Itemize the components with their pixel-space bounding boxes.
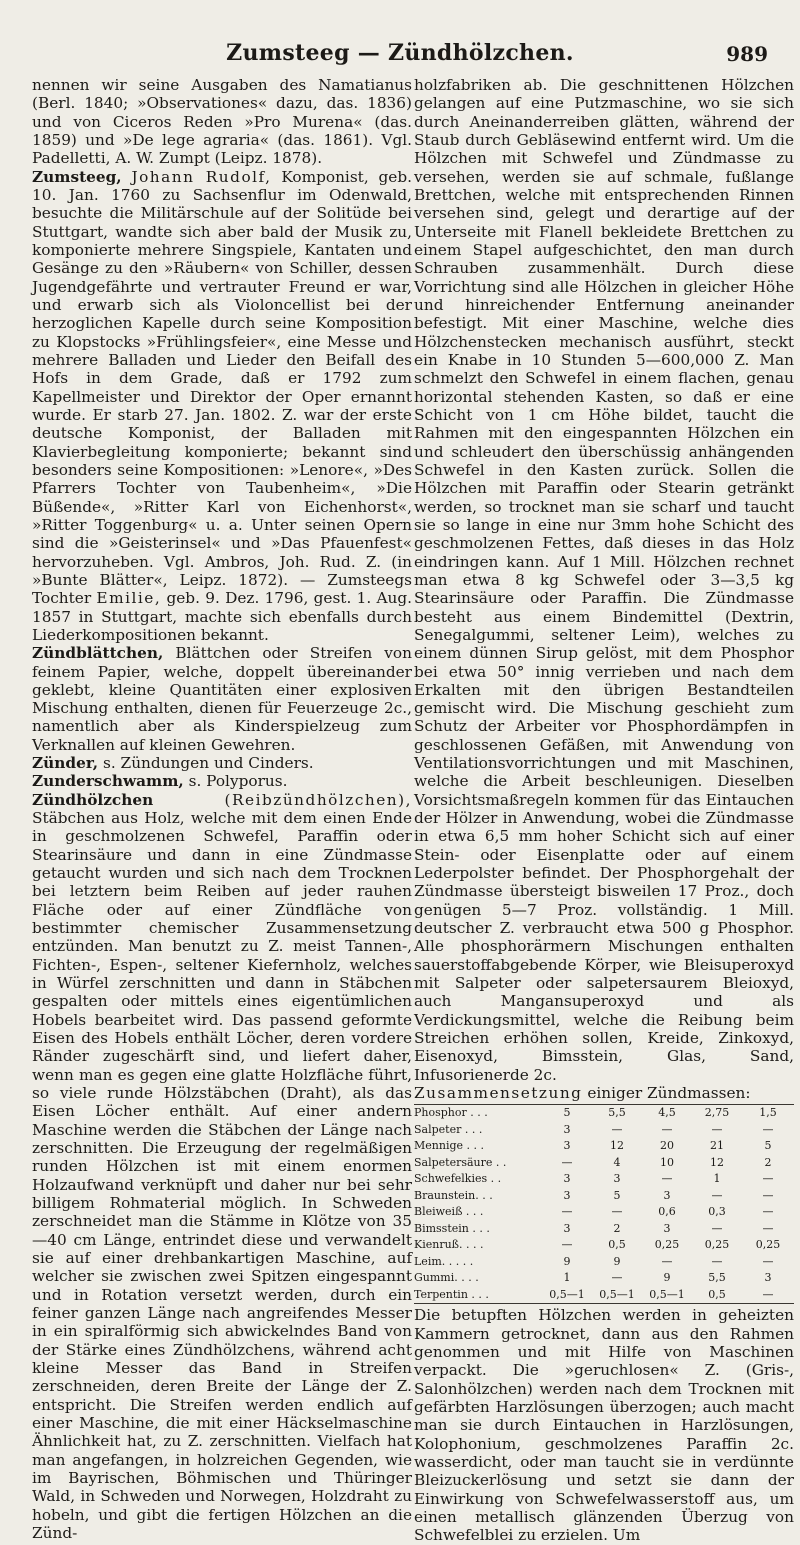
table-cell: — [762,1205,774,1219]
table-cell: — [611,1122,623,1136]
table-cell: — [661,1254,673,1268]
ingredient-name: Salpeter . . . [414,1122,483,1136]
table-row [414,1237,794,1254]
table-cell: 3 [563,1122,571,1136]
lemma-zuendblaettchen: Zündblättchen, [32,644,164,663]
synonym: (Reibzündhölzchen), [224,790,412,809]
table-cell: 3 [563,1188,571,1202]
table-cell: 3 [563,1221,571,1235]
entry-zuendblaettchen [32,644,412,754]
left-column [32,76,412,1542]
table-cell: 0,5 [608,1238,626,1252]
ingredient-name: Bimsstein . . . [414,1221,490,1235]
table-row [414,1188,794,1205]
ingredient-name: Salpetersäure . . [414,1155,507,1169]
table-cell: 3 [663,1221,671,1235]
table-cell: 9 [613,1254,621,1268]
table-cell: — [611,1205,623,1219]
table-cell: 5 [542,1105,592,1122]
entry-text-emilie: geb. 9. Dez. 1796, gest. 1. Aug. 1857 in Stuttgart, machte sich ebenfalls durch Liederkompositionen bekannt. [32,589,412,644]
entry-text: Komponist, geb. 10. Jan. 1760 zu Sachsenflur im Odenwald, besuchte die Militärschule auf der Solitüde bei Stuttgart, wandte sich aber bald der Musik zu, komponierte mehrere Singspiele, Kantaten und Gesänge zu den »Räubern« von Schiller, dessen Jugendgefährte und vertrauter Freund er war, und erwarb sich als Violoncellist bei der herzoglichen Kapelle durch seine Komposition zu Klopstocks »Frühlingsfeier«, eine Messe und mehrere Balladen und Lieder den Beifall des Hofs in dem Grade, daß er 1792 zum Kapellmeister und Direktor der Oper ernannt wurde. Er starb 27. Jan. 1802. Z. war der erste deutsche Komponist, der Balladen mit Klavierbegleitung komponierte; bekannt sind besonders seine Kompositionen: »Lenore«, »Des Pfarrers Tochter von Taubenheim«, »Die Büßende«, »Ritter Karl von Eichenhorst«, »Ritter Toggenburg« u. a. Unter seinen Opern sind die »Geisterinsel« und »Das Pfauenfest« hervorzuheben. Vgl. Ambros, Joh. Rud. Z. (in »Bunte Blätter«, Leipz. 1872). — Zumsteegs Tochter [32,167,412,608]
person-name-emilie: Emilie, [96,589,162,608]
table-cell: 3 [613,1172,621,1186]
page-number: 989 [726,42,768,66]
table-cell: — [711,1221,723,1235]
table-cell: — [711,1254,723,1268]
table-cell: — [762,1221,774,1235]
ingredient-name: Bleiweiß . . . [414,1205,484,1219]
table-cell: — [561,1205,573,1219]
table-cell: 1,5 [742,1105,794,1122]
table-row [414,1204,794,1221]
table-cell: — [611,1271,623,1285]
table-cell: 0,6 [658,1205,676,1219]
table-row [414,1221,794,1238]
lemma-zuender: Zünder, [32,754,99,773]
ingredient-name: Gummi. . . . [414,1271,479,1285]
table-cell: 0,5—1 [592,1287,642,1304]
table-row [414,1138,794,1155]
table-cell: 9 [563,1254,571,1268]
table-cell: 12 [610,1139,624,1153]
table-cell: 5,5 [708,1271,726,1285]
table-cell: 0,25 [704,1238,730,1252]
table-cell: 3 [764,1271,772,1285]
table-cell: — [561,1238,573,1252]
ingredient-name: Schwefelkies . . [414,1172,502,1186]
entry-zumsteeg [32,168,412,645]
lemma-zumsteeg: Zumsteeg, [32,167,122,186]
zumpt-entry-end: nennen wir seine Ausgaben des Namatianus (Berl. 1840; »Observationes« dazu, das. 1836) und von Ciceros Reden »Pro Murena« (das. 1859) und »De lege agraria« (das. 1861). Vgl. Padelletti, A. W. Zumpt (Leipz. 1878). [32,76,412,168]
table-cell: 3 [563,1172,571,1186]
table-row [414,1254,794,1271]
zuendhoelzchen-after-table: Die betupften Hölzchen werden in geheizten Kammern getrocknet, dann aus den Rahmen genommen und mit Hilfe von Maschinen verpackt. Die »geruchlosen« Z. (Gris-, Salonhölzchen) werden nach dem Trocknen mit gefärbten Harzlösungen überzogen; auch macht man sie durch Eintauchen in Harzlösungen, Kolophonium, geschmolzenes Paraffin 2c. wasserdicht, oder man taucht sie in verdünnte Bleizuckerlösung und setzt sie dann der Einwirkung von Schwefelwasserstoff aus, um einen metallisch glänzenden Überzug von Schwefelblei zu erzielen. Um [414,1306,794,1545]
lemma-zuendhoelzchen: Zündhölzchen [32,790,154,809]
right-column [414,76,794,1545]
table-cell: 0,5 [692,1287,742,1304]
zuendhoelzchen-continued: holzfabriken ab. Die geschnittenen Hölzchen gelangen auf eine Putzmaschine, wo sie sich durch Aneinanderreiben glätten, während der Staub durch Gebläsewind entfernt wird. Um die Hölzchen mit Schwefel und Zündmasse zu versehen, werden sie auf schmale, fußlange Brettchen, welche mit entsprechenden Rinnen versehen sind, gelegt und derartige auf der Unterseite mit Flanell bekleidete Brettchen zu einem Stapel aufgeschichtet, den man durch Schrauben zusammenhält. Durch diese Vorrichtung sind alle Hölzchen in gleicher Höhe und hinreichender Entfernung aneinander befestigt. Mit einer Maschine, welche dies Hölzchenstecken mechanisch ausführt, steckt ein Knabe in 10 Stunden 5—600,000 Z. Man schmelzt den Schwefel in einem flachen, genau horizontal stehenden Kasten, so daß er eine Schicht von 1 cm Höhe bildet, taucht die Rahmen mit den eingespannten Hölzchen ein und schleudert den überschüssig anhängenden Schwefel in den Kasten zurück. Sollen die Hölzchen mit Paraffin oder Stearin getränkt werden, so trocknet man sie scharf und taucht sie so lange in eine nur 3mm hohe Schicht des geschmolzenen Fettes, daß dieses in das Holz eindringen kann. Auf 1 Mill. Hölzchen rechnet man etwa 8 kg Schwefel oder 3—3,5 kg Stearinsäure oder Paraffin. Die Zündmasse besteht aus einem Bindemittel (Dextrin, Senegalgummi, seltener Leim), welches zu einem dünnen Sirup gelöst, mit dem Phosphor bei etwa 50° innig verrieben und nach dem Erkalten mit den übrigen Bestandteilen gemischt wird. Die Mischung geschieht zum Schutz der Arbeiter vor Phosphordämpfen in geschlossenen Gefäßen, mit Anwendung von Ventilationsvorrichtungen und mit Maschinen, welche die Arbeit beschleunigen. Dieselben Vorsichtsmaßregeln kommen für das Eintauchen der Hölzer in Anwendung, wobei die Zündmasse in etwa 6,5 mm hoher Schicht sich auf einer Stein- oder Eisenplatte oder auf einem Lederpolster befindet. Der Phosphorgehalt der Zündmasse übersteigt bisweilen 17 Proz., doch genügen 5—7 Proz. vollständig. 1 Mill. deutscher Z. verbraucht etwa 500 g Phosphor. Alle phosphorärmern Mischungen enthalten sauerstoffabgebende Körper, wie Bleisuperoxyd mit Salpeter oder salpetersaurem Bleioxyd, auch Mangansuperoxyd und als Verdickungsmittel, welche die Reibung beim Streichen erhöhen sollen, Kreide, Zinkoxyd, Eisenoxyd, Bimsstein, Glas, Sand, Infusorienerde 2c. [414,76,794,1084]
table-cell: — [762,1188,774,1202]
entry-zuender [32,754,412,772]
composition-table [414,1104,794,1304]
table-cell: 0,25 [654,1238,680,1252]
table-cell: — [661,1122,673,1136]
table-cell: 4,5 [642,1105,692,1122]
lemma-zunderschwamm: Zunderschwamm, [32,772,184,791]
table-cell: — [762,1254,774,1268]
table-cell: — [661,1172,673,1186]
table-cell: — [711,1122,723,1136]
table-cell: 12 [710,1155,724,1169]
table-row [414,1270,794,1287]
table-row [414,1287,794,1304]
table-row [414,1171,794,1188]
table-intro [414,1084,794,1102]
table-cell: 0,5—1 [542,1287,592,1304]
table-cell: 5 [764,1139,772,1153]
ingredient-name: Phosphor . . . [414,1105,542,1122]
table-cell: — [762,1172,774,1186]
table-cell: 2 [764,1155,772,1169]
table-row [414,1105,794,1122]
running-title: Zumsteeg — Zündhölzchen. [226,40,574,66]
table-cell: 5 [613,1188,621,1202]
table-cell: 4 [613,1155,621,1169]
entry-text: s. Zündungen und Cinders. [98,754,314,773]
ingredient-name: Mennige . . . [414,1139,484,1153]
table-cell: 0,3 [708,1205,726,1219]
ingredient-name: Leim. . . . . [414,1254,474,1268]
page-header [0,40,800,72]
table-cell: 3 [563,1139,571,1153]
table-cell: 9 [663,1271,671,1285]
table-cell: 1 [563,1271,571,1285]
table-cell: 0,5—1 [642,1287,692,1304]
ingredient-name: Kienruß. . . . [414,1238,484,1252]
table-cell: — [742,1287,794,1304]
table-cell: — [561,1155,573,1169]
table-cell: 3 [663,1188,671,1202]
table-cell: 10 [660,1155,674,1169]
entry-text: Stäbchen aus Holz, welche mit dem einen Ende in geschmolzenen Schwefel, Paraffin oder Stearinsäure und dann in eine Zündmasse getaucht wurden und sich nach dem Trocknen bei letztern beim Reiben auf jeder rauhen Fläche oder auf einer Zündfläche von bestimmter chemischer Zusammensetzung entzünden. Man benutzt zu Z. meist Tannen-, Fichten-, Espen-, seltener Kiefernholz, welches in Würfel zerschnitten und dann in Stäbchen gespalten oder mittels eines eigentümlichen Hobels bearbeitet wird. Das passend geformte Eisen des Hobels enthält Löcher, deren vordere Ränder zugeschärft sind, und liefert daher, wenn man es gegen eine glatte Holzfläche führt, so viele runde Hölzstäbchen (Draht), als das Eisen Löcher enthält. Auf einer andern Maschine werden die Stäbchen der Länge nach zerschnitten. Die Erzeugung der regelmäßigen runden Hölzchen ist mit einem enormen Holzaufwand verknüpft und daher nur bei sehr billigem Rohmaterial möglich. In Schweden zerschneidet man die Stämme in Klötze von 35—40 cm Länge, entrindet diese und verwandelt sie auf einer drehbankartigen Maschine, auf welcher sie zwischen zwei Spitzen eingespannt und in Rotation versetzt werden, durch ein feiner ganzen Länge nach angreifendes Messer in ein spiralförmig sich abwickelndes Band von der Stärke eines Zündhölzchens, während acht kleine Messer das Band in Streifen zerschneiden, deren Breite der Länge der Z. entspricht. Die Streifen werden endlich auf einer Maschine, die mit einer Häckselmaschine Ähnlichkeit hat, zu Z. zerschnitten. Vielfach hat man angefangen, in holzreichen Gegenden, wie im Bayrischen, Böhmischen und Thüringer Wald, in Schweden und Norwegen, Holzdraht zu hobeln, und gibt die fertigen Hölzchen an die Zünd- [32,809,412,1542]
entry-text: Blättchen oder Streifen von feinem Papier, welche, doppelt übereinander geklebt, kleine Quantitäten einer explosiven Mischung enthalten, dienen für Feuerzeuge 2c., namentlich aber als Kinderspielzeug zum Verknallen auf kleinen Gewehren. [32,644,412,754]
table-cell: 2,75 [692,1105,742,1122]
person-name: Johann Rudolf, [131,167,272,186]
entry-zuendhoelzchen [32,791,412,1542]
ingredient-name: Braunstein. . . [414,1188,493,1202]
ingredient-name: Terpentin . . . [414,1287,542,1304]
entry-text: s. Polyporus. [183,772,288,791]
table-cell: 20 [660,1139,674,1153]
table-cell: — [711,1188,723,1202]
table-cell: 2 [613,1221,621,1235]
table-cell: 0,25 [755,1238,781,1252]
table-intro-label: Zusammensetzung [414,1084,583,1103]
table-cell: 21 [710,1139,724,1153]
composition-table-wrapper [414,1104,794,1304]
table-intro-text: einiger Zündmassen: [582,1084,751,1103]
table-cell: 1 [713,1172,721,1186]
table-cell: 5,5 [592,1105,642,1122]
table-row [414,1155,794,1172]
entry-zunderschwamm [32,772,412,790]
table-row [414,1122,794,1139]
table-cell: — [762,1122,774,1136]
